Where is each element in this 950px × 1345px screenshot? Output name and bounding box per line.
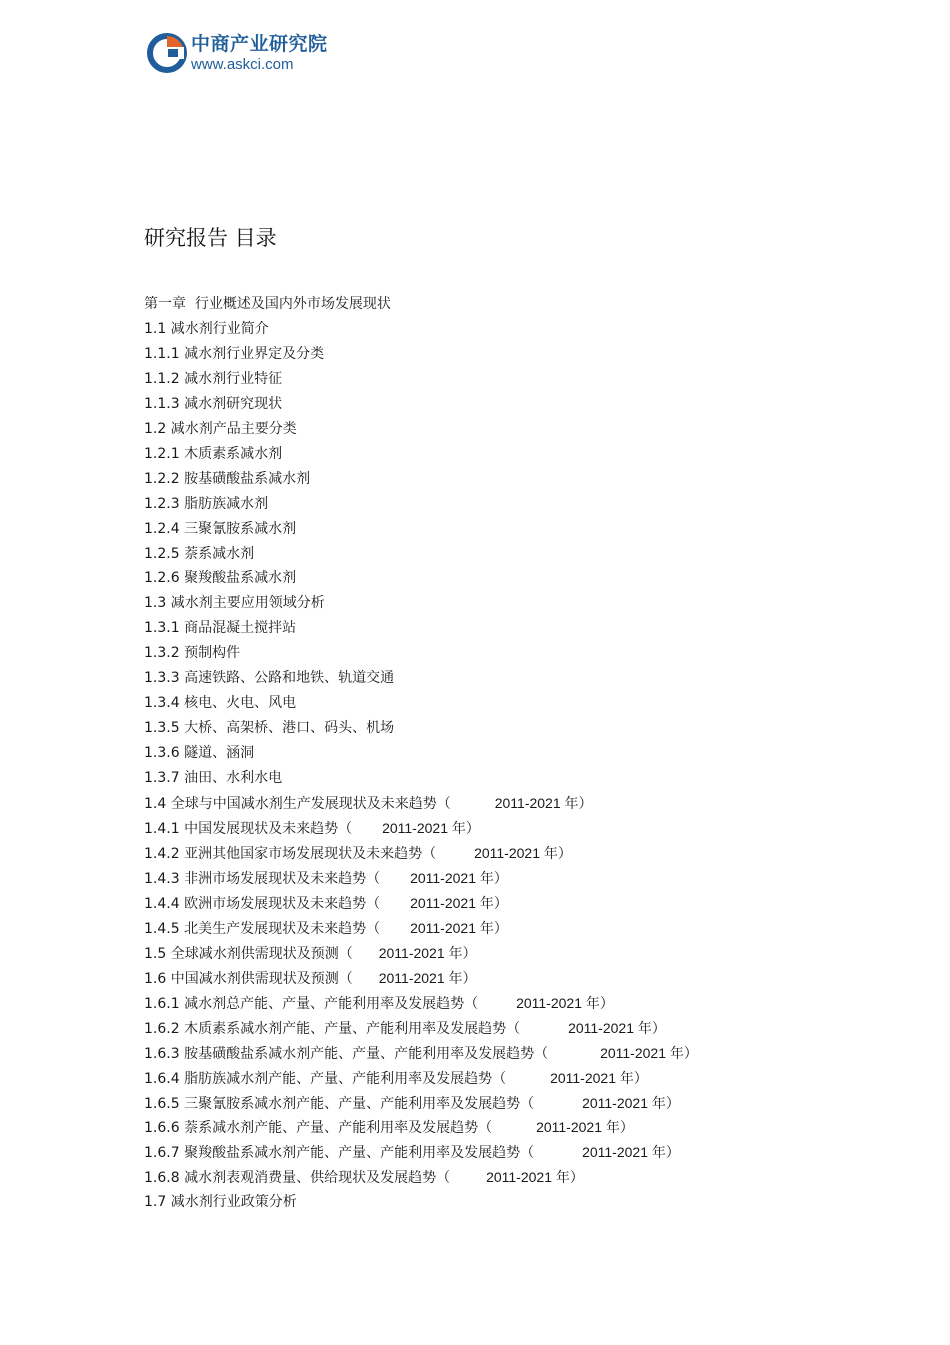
report-title: 研究报告 目录 xyxy=(144,226,277,250)
toc-item-year-range: 2011-2021 年） xyxy=(474,844,572,861)
toc-item-label: 1.3.7 油田、水利水电 xyxy=(144,770,283,787)
toc-item xyxy=(144,292,698,317)
toc-item-year-range: 2011-2021 年） xyxy=(410,919,508,936)
toc-item-label: 1.4 全球与中国减水剂生产发展现状及未来趋势（ xyxy=(144,796,451,813)
toc-item xyxy=(144,816,698,841)
toc-item xyxy=(144,342,698,367)
toc-item-label: 第一章 行业概述及国内外市场发展现状 xyxy=(144,296,391,312)
toc-item xyxy=(144,542,698,567)
toc-item xyxy=(144,1165,698,1190)
toc-item xyxy=(144,666,698,691)
toc-item xyxy=(144,1091,698,1116)
toc-item-label: 1.3 减水剂主要应用领域分析 xyxy=(144,595,325,612)
toc-item xyxy=(144,691,698,716)
toc-item-label: 1.6.8 减水剂表观消费量、供给现状及发展趋势（ xyxy=(144,1170,451,1187)
toc-item xyxy=(144,442,698,467)
toc-item xyxy=(144,741,698,766)
toc-item-label: 1.6.1 减水剂总产能、产量、产能利用率及发展趋势（ xyxy=(144,995,479,1012)
toc-item xyxy=(144,716,698,741)
toc-item xyxy=(144,866,698,891)
toc-item xyxy=(144,517,698,542)
toc-item-label: 1.1.2 减水剂行业特征 xyxy=(144,370,283,387)
toc-item-label: 1.3.1 商品混凝土搅拌站 xyxy=(144,620,297,637)
toc-item-label: 1.2.2 胺基磺酸盐系减水剂 xyxy=(144,470,311,487)
toc-item-label: 1.3.2 预制构件 xyxy=(144,645,241,662)
toc-item xyxy=(144,1140,698,1165)
toc-item xyxy=(144,417,698,442)
toc-item-label: 1.1.1 减水剂行业界定及分类 xyxy=(144,345,325,362)
toc-item xyxy=(144,317,698,342)
toc-item-year-range: 2011-2021 年） xyxy=(410,894,508,911)
toc-item-label: 1.6.6 萘系减水剂产能、产量、产能利用率及发展趋势（ xyxy=(144,1120,493,1137)
logo-website-url: www.askci.com xyxy=(191,55,294,73)
logo-text xyxy=(191,32,328,73)
toc-item-year-range: 2011-2021 年） xyxy=(486,1169,584,1186)
toc-item xyxy=(144,1041,698,1066)
toc-item xyxy=(144,467,698,492)
toc-item-label: 1.7 减水剂行业政策分析 xyxy=(144,1194,297,1211)
toc-item xyxy=(144,566,698,591)
toc-item xyxy=(144,766,698,791)
toc-item xyxy=(144,916,698,941)
company-logo xyxy=(147,30,328,76)
toc-item xyxy=(144,941,698,966)
toc-item-label: 1.2.6 聚羧酸盐系减水剂 xyxy=(144,570,297,587)
toc-item xyxy=(144,841,698,866)
toc-item xyxy=(144,1066,698,1091)
toc-item-label: 1.6.5 三聚氰胺系减水剂产能、产量、产能利用率及发展趋势（ xyxy=(144,1095,535,1112)
toc-item xyxy=(144,991,698,1016)
toc-item-label: 1.3.6 隧道、涵洞 xyxy=(144,745,255,762)
toc-item xyxy=(144,492,698,517)
toc-item xyxy=(144,1115,698,1140)
toc-item-label: 1.4.1 中国发展现状及未来趋势（ xyxy=(144,821,353,838)
toc-item-year-range: 2011-2021 年） xyxy=(378,969,477,986)
toc-item-label: 1.2.4 三聚氰胺系减水剂 xyxy=(144,520,297,537)
toc-item-year-range: 2011-2021 年） xyxy=(568,1019,666,1036)
company-logo-icon xyxy=(147,33,187,73)
toc-item xyxy=(144,641,698,666)
toc-item-year-range: 2011-2021 年） xyxy=(550,1069,648,1086)
toc-item xyxy=(144,891,698,916)
toc-item-label: 1.2.5 萘系减水剂 xyxy=(144,545,255,562)
toc-item xyxy=(144,591,698,616)
toc-item-label: 1.3.5 大桥、高架桥、港口、码头、机场 xyxy=(144,720,395,737)
toc-item-label: 1.6.2 木质素系减水剂产能、产量、产能利用率及发展趋势（ xyxy=(144,1020,521,1037)
toc-item-label: 1.2 减水剂产品主要分类 xyxy=(144,420,297,437)
toc-item-label: 1.3.4 核电、火电、风电 xyxy=(144,695,297,712)
toc-item-label: 1.4.5 北美生产发展现状及未来趋势（ xyxy=(144,920,381,937)
toc-item-label: 1.6 中国减水剂供需现状及预测（ xyxy=(144,970,353,987)
toc-item-year-range: 2011-2021 年） xyxy=(382,820,480,837)
toc-item-label: 1.6.4 脂肪族减水剂产能、产量、产能利用率及发展趋势（ xyxy=(144,1070,507,1087)
toc-item xyxy=(144,616,698,641)
toc-item-label: 1.1.3 减水剂研究现状 xyxy=(144,395,283,412)
toc-item xyxy=(144,392,698,417)
toc-item-year-range: 2011-2021 年） xyxy=(582,1144,680,1161)
toc-item xyxy=(144,966,698,991)
toc-item-year-range: 2011-2021 年） xyxy=(410,869,508,886)
toc-item-label: 1.6.3 胺基磺酸盐系减水剂产能、产量、产能利用率及发展趋势（ xyxy=(144,1045,549,1062)
toc-item-label: 1.4.3 非洲市场发展现状及未来趋势（ xyxy=(144,870,381,887)
toc-item-label: 1.2.3 脂肪族减水剂 xyxy=(144,495,269,512)
toc-item-year-range: 2011-2021 年） xyxy=(600,1044,698,1061)
toc-item-year-range: 2011-2021 年） xyxy=(536,1119,634,1136)
toc-item xyxy=(144,791,698,816)
table-of-contents xyxy=(144,292,698,1215)
toc-item-label: 1.4.2 亚洲其他国家市场发展现状及未来趋势（ xyxy=(144,845,437,862)
toc-item xyxy=(144,1190,698,1215)
toc-item-year-range: 2011-2021 年） xyxy=(378,944,477,961)
toc-item xyxy=(144,1016,698,1041)
toc-item-year-range: 2011-2021 年） xyxy=(582,1094,680,1111)
toc-item-label: 1.4.4 欧洲市场发展现状及未来趋势（ xyxy=(144,895,381,912)
toc-item-label: 1.3.3 高速铁路、公路和地铁、轨道交通 xyxy=(144,670,395,687)
toc-item-label: 1.6.7 聚羧酸盐系减水剂产能、产量、产能利用率及发展趋势（ xyxy=(144,1145,535,1162)
toc-item-label: 1.2.1 木质素系减水剂 xyxy=(144,445,283,462)
toc-item-year-range: 2011-2021 年） xyxy=(516,994,614,1011)
toc-item-label: 1.5 全球减水剂供需现状及预测（ xyxy=(144,945,353,962)
logo-company-name: 中商产业研究院 xyxy=(191,32,328,55)
toc-item-year-range: 2011-2021 年） xyxy=(494,795,593,812)
toc-item xyxy=(144,367,698,392)
toc-item-label: 1.1 减水剂行业简介 xyxy=(144,320,269,337)
